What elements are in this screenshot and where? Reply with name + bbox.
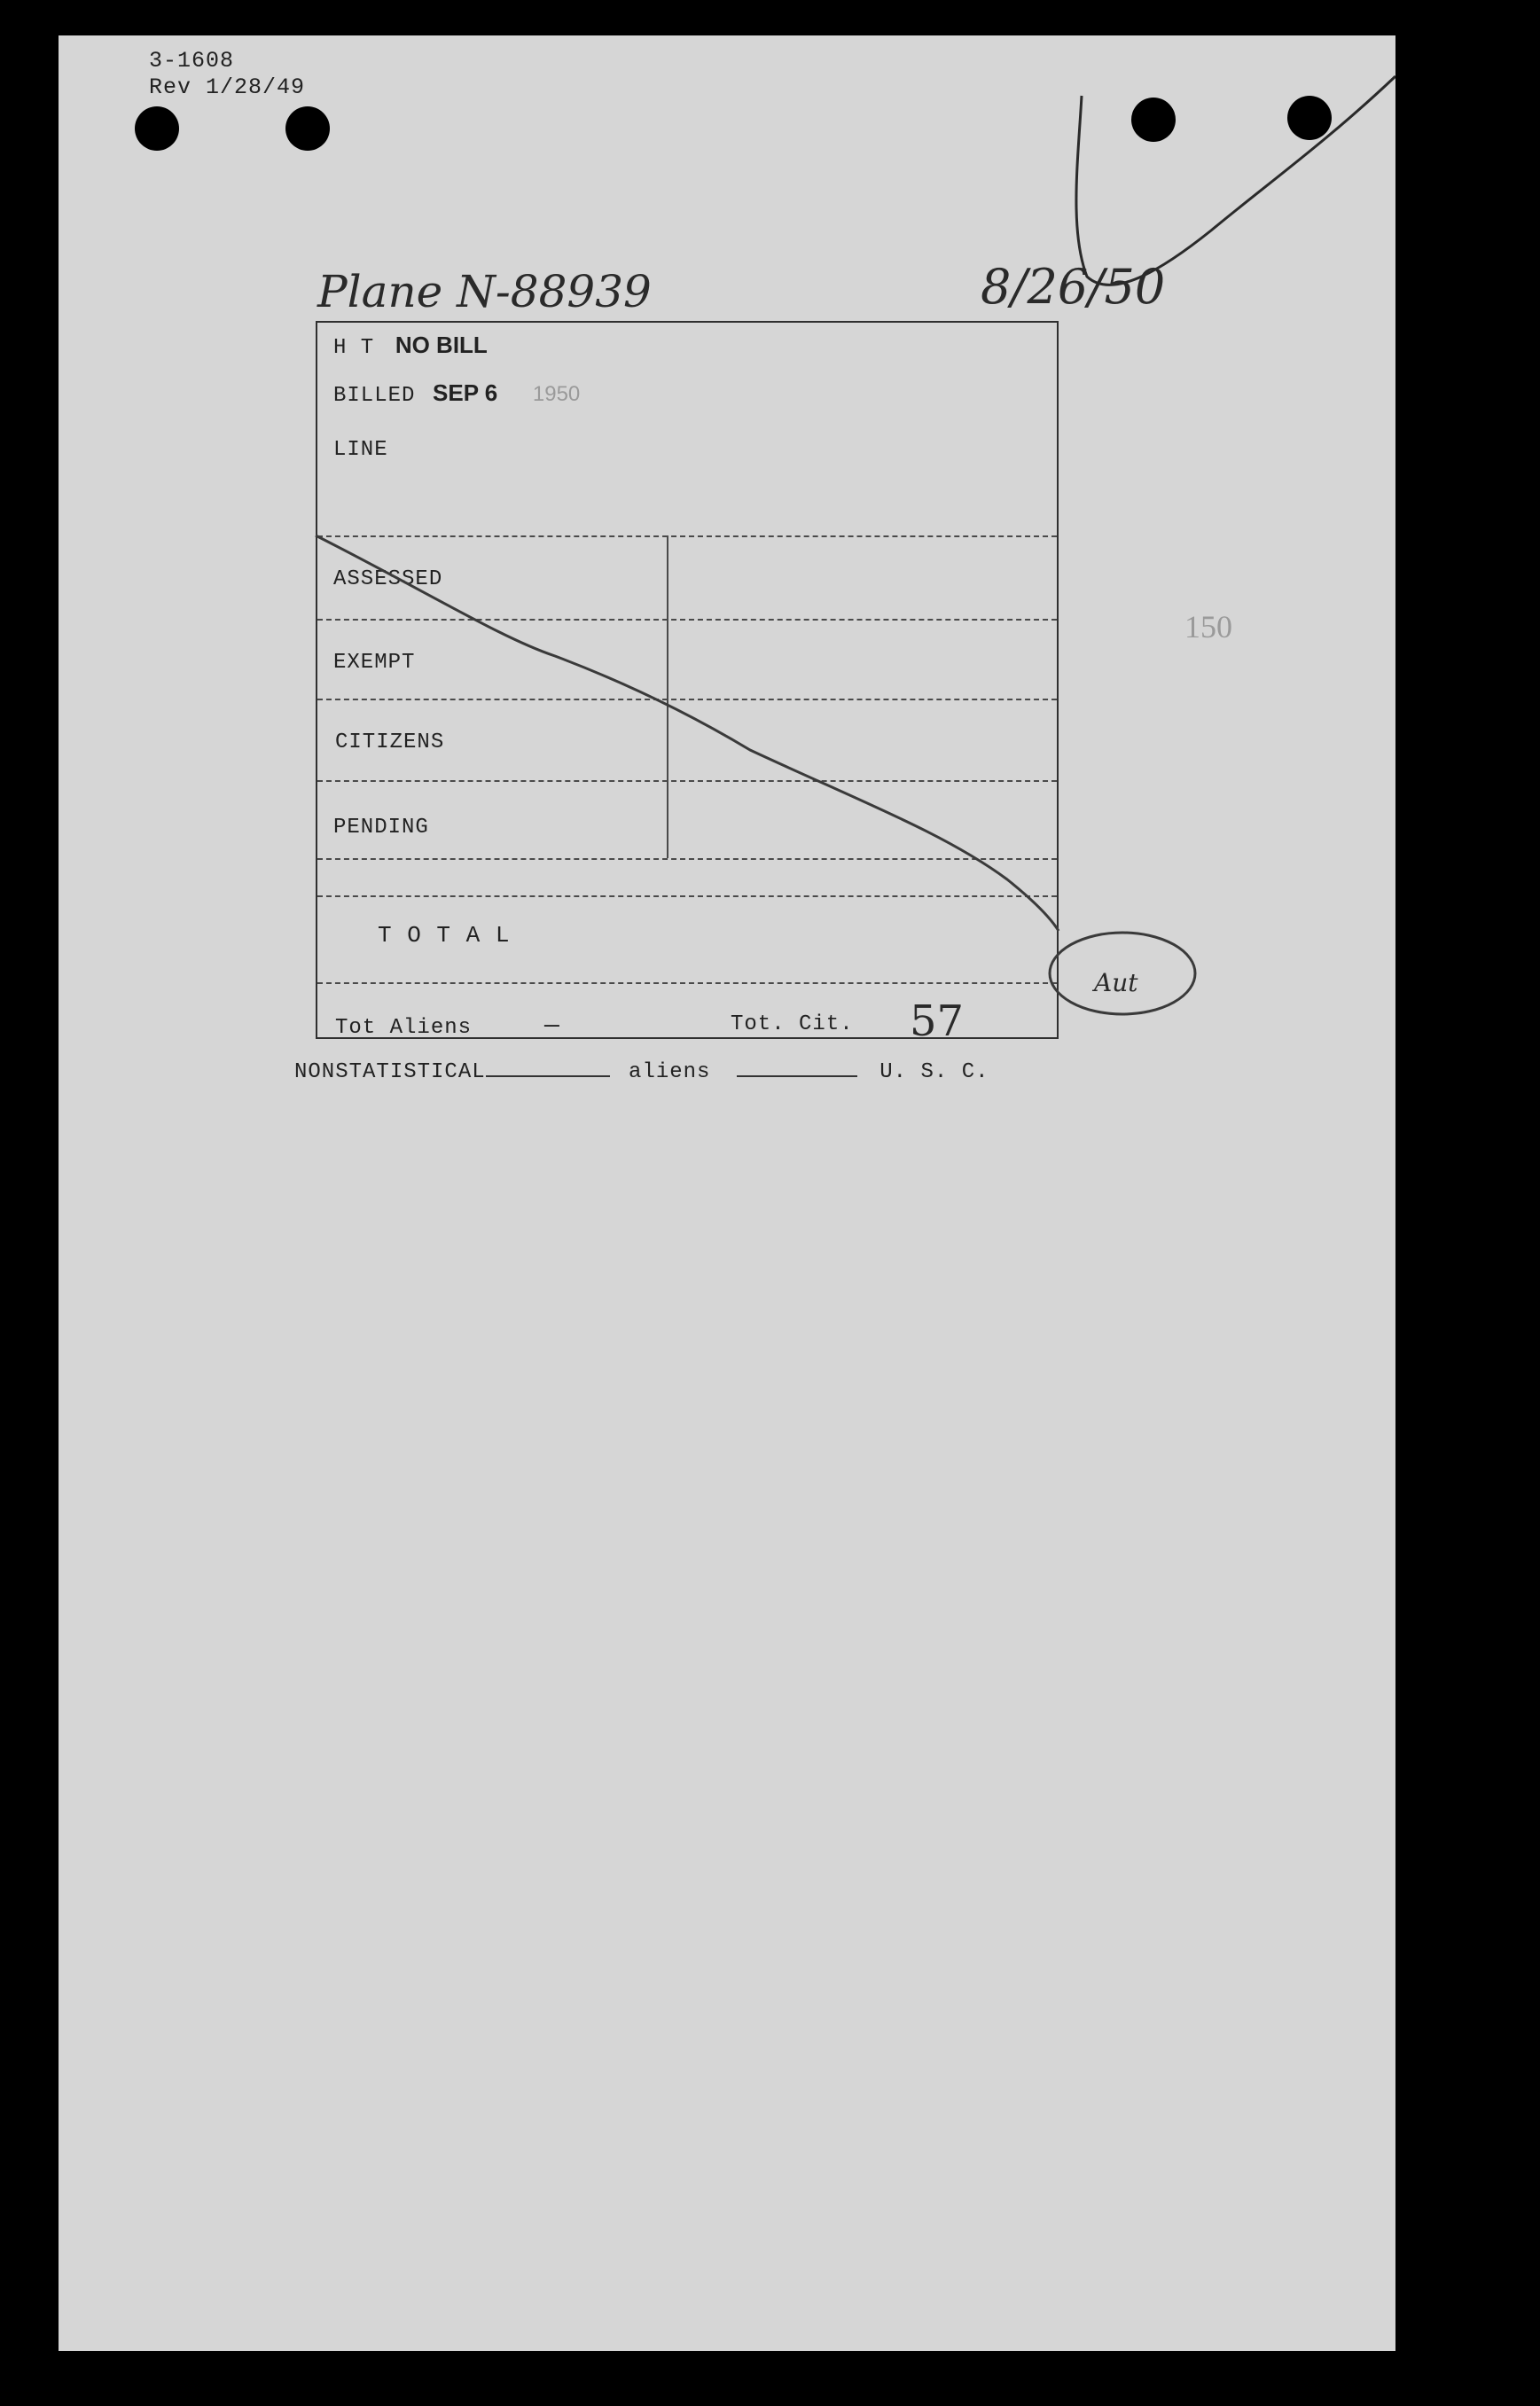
total-label: T O T A L <box>378 922 511 949</box>
nonstatistical-label: NONSTATISTICAL <box>294 1060 486 1084</box>
row-label-pending: PENDING <box>333 816 429 840</box>
line-label: LINE <box>333 438 388 462</box>
billed-year-stamp: 1950 <box>532 382 581 406</box>
aliens-label: aliens <box>629 1060 711 1084</box>
aut-note: Aut <box>1094 968 1138 997</box>
row-label-exempt: EXEMPT <box>333 651 416 675</box>
row-label-assessed: ASSESSED <box>333 567 443 591</box>
form-revision: Rev 1/28/49 <box>149 74 306 100</box>
billed-label: BILLED <box>333 384 416 408</box>
row-label-citizens: CITIZENS <box>335 730 445 754</box>
tot-cit-label: Tot. Cit. <box>731 1012 854 1036</box>
aut-circle <box>1050 933 1195 1014</box>
box-header-prefix: H T <box>333 336 375 360</box>
tot-cit-value: 57 <box>910 996 965 1046</box>
pen-marks <box>59 35 1395 2351</box>
no-bill-stamp: NO BILL <box>395 332 488 358</box>
tot-aliens-label: Tot Aliens <box>335 1016 473 1040</box>
plane-number: Plane N-88939 <box>317 266 652 317</box>
usc-label: U. S. C. <box>879 1060 989 1084</box>
document-page <box>59 35 1395 2351</box>
void-diagonal-stroke <box>316 535 1059 931</box>
billed-date-stamp: SEP 6 <box>433 379 498 406</box>
tot-aliens-value: — <box>544 1012 560 1040</box>
form-number: 3-1608 <box>149 48 235 74</box>
handwritten-date: 8/26/50 <box>981 259 1166 315</box>
check-mark-stroke <box>1076 76 1395 285</box>
faint-number: 150 <box>1184 609 1232 644</box>
